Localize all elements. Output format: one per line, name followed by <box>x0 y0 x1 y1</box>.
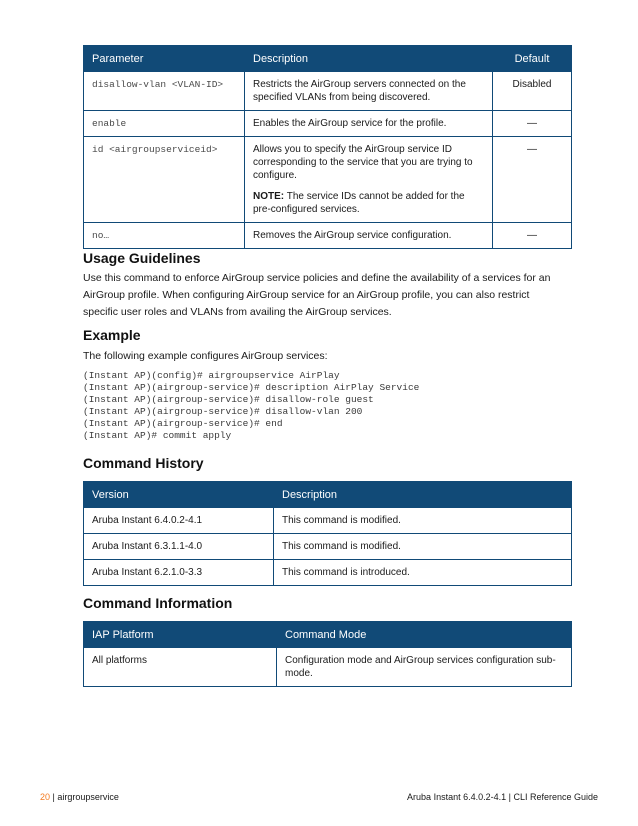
column-header: Default <box>493 46 572 72</box>
table-row <box>84 111 572 137</box>
table-row <box>84 534 572 560</box>
footer-section: airgroupservice <box>57 792 119 802</box>
table-row <box>84 72 572 111</box>
code-block <box>83 370 419 442</box>
description-cell: This command is modified. <box>274 508 572 534</box>
code-line: (Instant AP)(airgroup-service)# disallow-vlan 200 <box>83 406 363 417</box>
info-heading: Command Information <box>83 595 233 611</box>
description-cell <box>245 137 493 223</box>
column-header: Description <box>245 46 493 72</box>
column-header: Command Mode <box>277 622 572 648</box>
version-cell: Aruba Instant 6.2.1.0-3.3 <box>84 560 274 586</box>
code-line: (Instant AP)(config)# airgroupservice AirPlay <box>83 370 340 381</box>
example-intro: The following example configures AirGroup services: <box>83 350 328 362</box>
note-label: NOTE: <box>253 191 285 202</box>
history-table <box>83 481 572 586</box>
table-row <box>84 223 572 249</box>
table-row <box>84 648 572 687</box>
param-cell: disallow-vlan <VLAN-ID> <box>84 72 245 111</box>
description-text: Allows you to specify the AirGroup service ID corresponding to the service that you are trying to configure. <box>253 144 473 181</box>
param-cell: enable <box>84 111 245 137</box>
footer-separator: | <box>50 792 58 802</box>
example-heading: Example <box>83 327 141 343</box>
code-line: (Instant AP)(airgroup-service)# description AirPlay Service <box>83 382 420 393</box>
table-row <box>84 137 572 223</box>
usage-heading: Usage Guidelines <box>83 250 201 266</box>
note-body: The service IDs cannot be added for the pre-configured services. <box>253 191 465 215</box>
description-cell: This command is introduced. <box>274 560 572 586</box>
param-cell: no… <box>84 223 245 249</box>
description-cell: This command is modified. <box>274 534 572 560</box>
default-cell: — <box>493 223 572 249</box>
default-cell: Disabled <box>493 72 572 111</box>
param-cell: id <airgroupserviceid> <box>84 137 245 223</box>
description-cell: Restricts the AirGroup servers connected on the specified VLANs from being discovered. <box>245 72 493 111</box>
description-cell: Removes the AirGroup service configuration. <box>245 223 493 249</box>
table-header-row <box>84 482 572 508</box>
column-header: Description <box>274 482 572 508</box>
column-header: Parameter <box>84 46 245 72</box>
table-header-row <box>84 46 572 72</box>
table-header-row <box>84 622 572 648</box>
column-header: Version <box>84 482 274 508</box>
table-row <box>84 508 572 534</box>
usage-text: Use this command to enforce AirGroup service policies and define the availability of a services for an AirGroup profile. When configuring AirGroup service for an AirGroup profile, you can also restrict specific user roles and VLANs from availing the AirGroup services. <box>83 272 551 318</box>
footer-guide: Aruba Instant 6.4.0.2-4.1 | CLI Reference Guide <box>407 792 598 802</box>
info-table <box>83 621 572 687</box>
version-cell: Aruba Instant 6.3.1.1-4.0 <box>84 534 274 560</box>
platform-cell: All platforms <box>84 648 277 687</box>
default-cell: — <box>493 111 572 137</box>
version-cell: Aruba Instant 6.4.0.2-4.1 <box>84 508 274 534</box>
code-line: (Instant AP)(airgroup-service)# end <box>83 418 283 429</box>
parameter-table <box>83 45 572 249</box>
description-cell: Enables the AirGroup service for the profile. <box>245 111 493 137</box>
page-number: 20 <box>40 792 51 802</box>
footer-left <box>40 792 119 802</box>
history-heading: Command History <box>83 455 204 471</box>
code-line: (Instant AP)(airgroup-service)# disallow-role guest <box>83 394 374 405</box>
code-line: (Instant AP)# commit apply <box>83 430 232 441</box>
default-cell: — <box>493 137 572 223</box>
column-header: IAP Platform <box>84 622 277 648</box>
note-text <box>253 190 484 216</box>
table-row <box>84 560 572 586</box>
mode-cell: Configuration mode and AirGroup services configuration sub-mode. <box>277 648 572 687</box>
